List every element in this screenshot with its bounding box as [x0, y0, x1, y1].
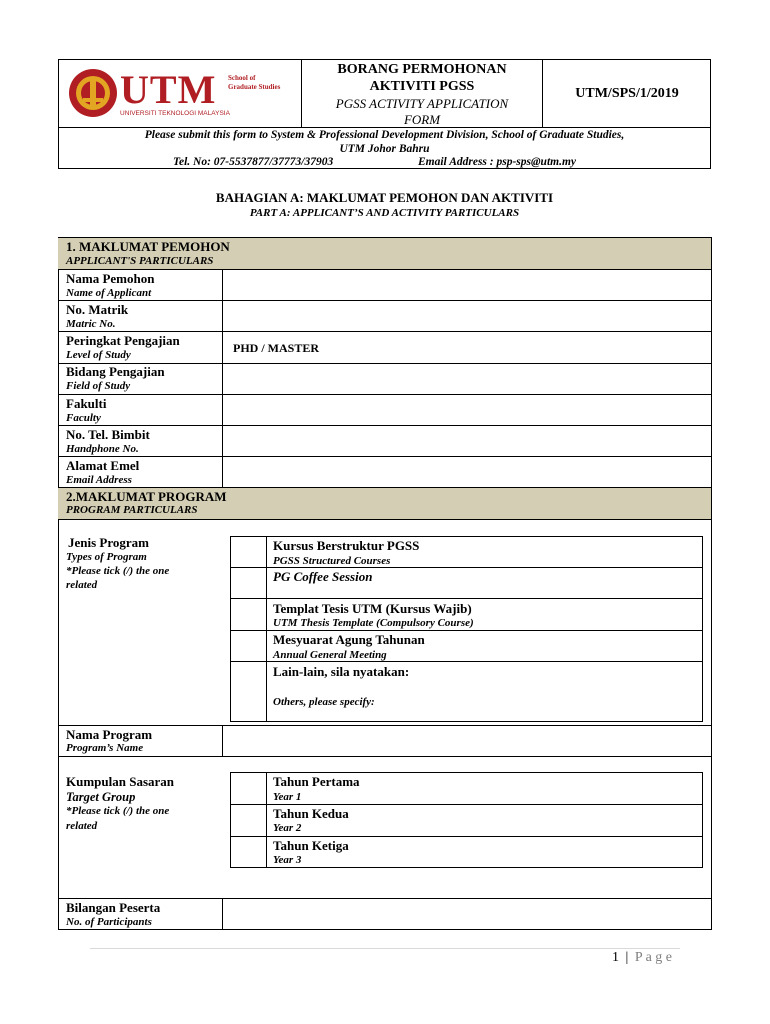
option-annual-meeting-sub: Annual General Meeting	[273, 649, 387, 661]
form-title-english-2: FORM	[403, 112, 441, 127]
submit-instructions-2: UTM Johor Bahru	[339, 143, 430, 155]
section-1-subtitle: APPLICANT'S PARTICULARS	[66, 255, 214, 267]
page-word: P a g e	[634, 950, 673, 965]
option-thesis-template: Templat Tesis UTM (Kursus Wajib)	[273, 601, 472, 616]
field-of-study-label: Bidang Pengajian	[66, 364, 165, 379]
target-group-note-2: related	[66, 820, 98, 832]
option-others-sub: Others, please specify:	[273, 696, 375, 708]
participants-label: Bilangan Peserta	[66, 900, 161, 915]
target-group-sublabel: Target Group	[66, 790, 136, 804]
option-year-2-sub: Year 2	[273, 822, 302, 834]
level-of-study-label: Peringkat Pengajian	[66, 333, 180, 348]
section-1-title: 1. MAKLUMAT PEMOHON	[66, 239, 230, 254]
page-footer: 1 | P a g e	[612, 950, 673, 965]
program-name-label: Nama Program	[66, 727, 153, 742]
email-sublabel: Email Address	[66, 474, 132, 486]
checkbox-thesis-template[interactable]	[231, 599, 266, 630]
contact-tel: Tel. No: 07-5537877/37773/37903	[173, 156, 334, 168]
part-a-title: BAHAGIAN A: MAKLUMAT PEMOHON DAN AKTIVITI	[215, 190, 554, 205]
form-title-english-1: PGSS ACTIVITY APPLICATION	[335, 96, 509, 111]
program-name-field[interactable]	[223, 726, 711, 756]
participants-field[interactable]	[223, 899, 711, 929]
checkbox-annual-meeting[interactable]	[231, 631, 266, 661]
handphone-field[interactable]	[223, 426, 711, 456]
logo-school-line-1: School of	[228, 74, 256, 82]
part-a-subtitle: PART A: APPLICANT’S AND ACTIVITY PARTICULARS	[249, 207, 520, 219]
checkbox-structured-courses[interactable]	[231, 537, 266, 567]
section-2-subtitle: PROGRAM PARTICULARS	[66, 504, 198, 516]
form-title-malay-1: BORANG PERMOHONAN	[337, 62, 507, 77]
handphone-label: No. Tel. Bimbit	[66, 427, 150, 442]
checkbox-coffee-session[interactable]	[231, 568, 266, 598]
option-others: Lain-lain, sila nyatakan:	[273, 664, 410, 679]
email-label: Alamat Emel	[66, 458, 140, 473]
page-number: 1	[612, 950, 619, 965]
matric-no-label: No. Matrik	[66, 302, 129, 317]
checkbox-year-3[interactable]	[231, 837, 266, 867]
utm-crest-icon	[68, 68, 118, 118]
form-code: UTM/SPS/1/2019	[575, 86, 679, 101]
logo-school-line-2: Graduate Studies	[228, 83, 281, 91]
level-of-study-sublabel: Level of Study	[66, 349, 131, 361]
form-title-malay-2: AKTIVITI PGSS	[369, 79, 475, 94]
target-group-note-1: *Please tick (/) the one	[66, 805, 170, 817]
matric-no-field[interactable]	[223, 301, 711, 331]
faculty-sublabel: Faculty	[66, 412, 101, 424]
option-year-3: Tahun Ketiga	[273, 838, 349, 853]
program-type-note-2: related	[66, 579, 98, 591]
utm-logo	[68, 68, 298, 120]
participants-sublabel: No. of Participants	[66, 916, 152, 928]
field-of-study-field[interactable]	[223, 364, 711, 394]
option-structured-courses-sub: PGSS Structured Courses	[273, 555, 391, 567]
matric-no-sublabel: Matric No.	[66, 318, 116, 330]
option-thesis-template-sub: UTM Thesis Template (Compulsory Course)	[273, 617, 474, 629]
level-of-study-field[interactable]: PHD / MASTER	[233, 341, 320, 355]
applicant-name-field[interactable]	[223, 270, 711, 300]
option-structured-courses: Kursus Berstruktur PGSS	[273, 538, 420, 553]
handphone-sublabel: Handphone No.	[66, 443, 139, 455]
applicant-name-sublabel: Name of Applicant	[66, 287, 152, 299]
email-field[interactable]	[223, 457, 711, 487]
option-year-1: Tahun Pertama	[273, 774, 360, 789]
checkbox-year-2[interactable]	[231, 805, 266, 836]
contact-email: Email Address : psp-sps@utm.my	[418, 156, 577, 168]
submit-instructions-1: Please submit this form to System & Professional Development Division, School of Graduate Studies,	[144, 129, 625, 141]
logo-text: UTM	[120, 67, 217, 112]
target-group-label: Kumpulan Sasaran	[66, 774, 175, 789]
faculty-field[interactable]	[223, 395, 711, 425]
option-coffee-session: PG Coffee Session	[273, 569, 373, 584]
field-of-study-sublabel: Field of Study	[66, 380, 131, 392]
checkbox-year-1[interactable]	[231, 773, 266, 804]
program-type-label: Jenis Program	[68, 535, 149, 550]
option-annual-meeting: Mesyuarat Agung Tahunan	[273, 632, 425, 647]
option-year-2: Tahun Kedua	[273, 806, 349, 821]
faculty-label: Fakulti	[66, 396, 107, 411]
applicant-name-label: Nama Pemohon	[66, 271, 155, 286]
checkbox-others[interactable]	[231, 662, 266, 721]
program-name-sublabel: Program’s Name	[66, 742, 144, 754]
option-year-1-sub: Year 1	[273, 791, 302, 803]
section-2-title: 2.MAKLUMAT PROGRAM	[66, 489, 227, 504]
program-type-note-1: *Please tick (/) the one	[66, 565, 170, 577]
program-type-sublabel: Types of Program	[66, 551, 147, 563]
logo-university: UNIVERSITI TEKNOLOGI MALAYSIA	[120, 110, 230, 117]
option-year-3-sub: Year 3	[273, 854, 302, 866]
